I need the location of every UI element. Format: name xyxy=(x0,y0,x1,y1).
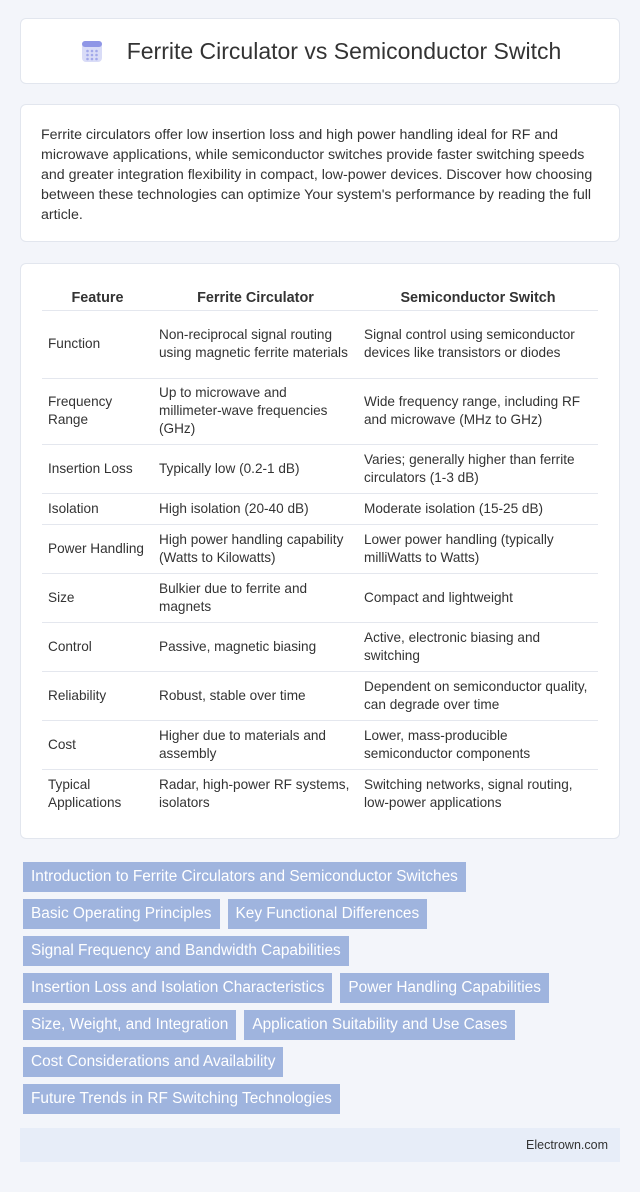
column-header-semiconductor: Semiconductor Switch xyxy=(358,286,598,310)
table-cell: Dependent on semiconductor quality, can degrade over time xyxy=(358,671,598,720)
table-cell: Size xyxy=(42,573,153,622)
table-cell: Active, electronic biasing and switching xyxy=(358,622,598,671)
table-row xyxy=(42,720,598,769)
column-header-feature: Feature xyxy=(42,286,153,310)
link-application-suitability[interactable]: Application Suitability and Use Cases xyxy=(244,1010,515,1040)
comparison-table xyxy=(42,286,598,818)
table-cell: Frequency Range xyxy=(42,378,153,444)
table-row xyxy=(42,671,598,720)
title-card xyxy=(20,18,620,84)
link-power-handling[interactable]: Power Handling Capabilities xyxy=(340,973,549,1003)
link-row xyxy=(23,862,623,892)
table-cell: Insertion Loss xyxy=(42,444,153,493)
comparison-table-card xyxy=(20,263,620,839)
table-cell: Control xyxy=(42,622,153,671)
link-cost-considerations[interactable]: Cost Considerations and Availability xyxy=(23,1047,283,1077)
table-cell: Robust, stable over time xyxy=(153,671,358,720)
page-title: Ferrite Circulator vs Semiconductor Switch xyxy=(126,37,562,64)
table-cell: Reliability xyxy=(42,671,153,720)
link-row xyxy=(23,899,623,929)
table-header-row xyxy=(42,286,598,310)
table-cell: Typically low (0.2-1 dB) xyxy=(153,444,358,493)
table-cell: Lower power handling (typically milliWatts to Watts) xyxy=(358,524,598,573)
link-insertion-loss-isolation[interactable]: Insertion Loss and Isolation Characteristics xyxy=(23,973,332,1003)
table-cell: High power handling capability (Watts to Kilowatts) xyxy=(153,524,358,573)
table-cell: Varies; generally higher than ferrite circulators (1-3 dB) xyxy=(358,444,598,493)
table-row xyxy=(42,622,598,671)
table-cell: Moderate isolation (15-25 dB) xyxy=(358,493,598,524)
table-cell: Non-reciprocal signal routing using magnetic ferrite materials xyxy=(153,310,358,378)
intro-card xyxy=(20,104,620,242)
table-cell: Function xyxy=(42,310,153,378)
table-cell: Signal control using semiconductor devices like transistors or diodes xyxy=(358,310,598,378)
table-row xyxy=(42,378,598,444)
intro-paragraph: Ferrite circulators offer low insertion loss and high power handling ideal for RF and microwave applications, while semiconductor switches provide faster switching speeds and greater integration flexibility in compact, low-power devices. Discover how choosing between these technologies can optimize Your system's performance by reading the full article. xyxy=(41,127,593,223)
table-cell: High isolation (20-40 dB) xyxy=(153,493,358,524)
table-cell: Isolation xyxy=(42,493,153,524)
link-frequency-bandwidth[interactable]: Signal Frequency and Bandwidth Capabilities xyxy=(23,936,349,966)
table-cell: Typical Applications xyxy=(48,776,122,810)
table-row xyxy=(42,524,598,573)
table-cell: Cost xyxy=(42,720,153,769)
table-cell: Switching networks, signal routing, low-power applications xyxy=(364,776,573,810)
link-basic-operating-principles[interactable]: Basic Operating Principles xyxy=(23,899,220,929)
table-row xyxy=(42,444,598,493)
table-cell: Wide frequency range, including RF and microwave (MHz to GHz) xyxy=(358,378,598,444)
table-cell: Compact and lightweight xyxy=(358,573,598,622)
link-row xyxy=(23,973,623,1003)
table-cell: Power Handling xyxy=(42,524,153,573)
footer-brand: Electrown.com xyxy=(526,1138,608,1152)
link-row xyxy=(23,936,623,966)
link-row xyxy=(23,1010,623,1040)
table-cell: Bulkier due to ferrite and magnets xyxy=(153,573,358,622)
table-row xyxy=(42,573,598,622)
link-row xyxy=(23,1084,623,1114)
calendar-grid-icon xyxy=(79,38,105,64)
table-row xyxy=(42,493,598,524)
link-introduction[interactable]: Introduction to Ferrite Circulators and Semiconductor Switches xyxy=(23,862,466,892)
link-size-weight-integration[interactable]: Size, Weight, and Integration xyxy=(23,1010,236,1040)
column-header-ferrite: Ferrite Circulator xyxy=(153,286,358,310)
table-cell: Lower, mass-producible semiconductor components xyxy=(358,720,598,769)
table-cell: Passive, magnetic biasing xyxy=(153,622,358,671)
table-cell: Up to microwave and millimeter-wave frequencies (GHz) xyxy=(153,378,358,444)
table-cell: Radar, high-power RF systems, isolators xyxy=(159,776,350,810)
table-row xyxy=(42,310,598,378)
footer xyxy=(20,1128,620,1162)
link-key-functional-differences[interactable]: Key Functional Differences xyxy=(228,899,428,929)
section-links xyxy=(23,862,623,1121)
table-cell: Higher due to materials and assembly xyxy=(153,720,358,769)
link-future-trends[interactable]: Future Trends in RF Switching Technologies xyxy=(23,1084,340,1114)
link-row xyxy=(23,1047,623,1077)
table-row xyxy=(42,769,598,818)
